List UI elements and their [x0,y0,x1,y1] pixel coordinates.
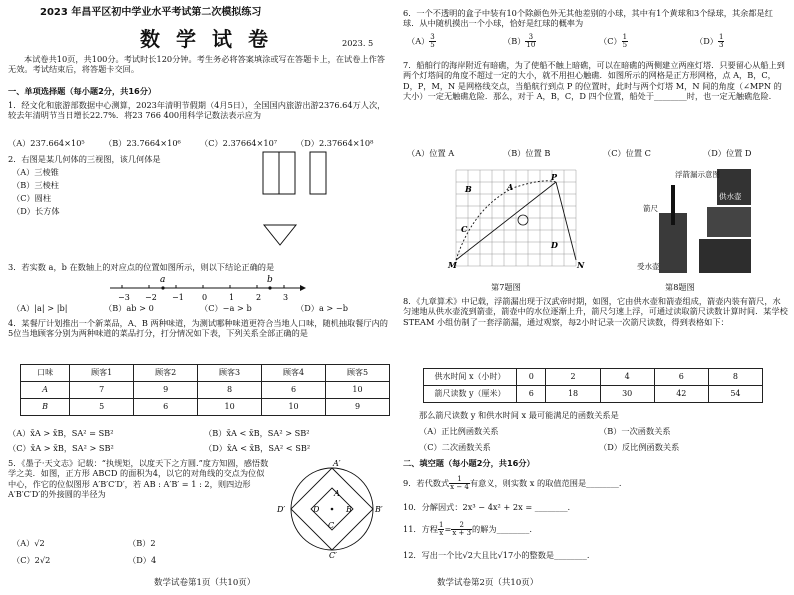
label-c: C [328,521,335,530]
numerator: 3 [430,33,435,41]
tick-label-0: 0 [202,293,208,302]
denominator: 5 [430,41,435,50]
table-cell: 4 [600,369,654,386]
q5-option-a[interactable]: （A）√2 [12,538,45,548]
table-cell: 10 [262,399,326,416]
numerator: 2 [451,522,472,530]
table-cell: 6 [262,382,326,399]
q7-option-c[interactable]: （C）位置 C [603,148,651,158]
q6-option-d-label: （D） [695,35,718,46]
q10: 10．分解因式：2x³ − 4x² + 2x = ________. [403,502,571,512]
label-arrow: 箭尺 [643,204,658,213]
q3-option-c[interactable]: （C）−a > b [200,303,252,313]
q11-frac-right [451,522,472,538]
tick-label-2: 2 [256,293,262,302]
label-supply: 供水壶 [719,192,742,201]
numerator: 1 [449,476,470,484]
table-cell: 42 [654,386,708,403]
q5-text: 5．《墨子·天文志》记载：“执规矩，以度天下之方圆.”度方知圆，感悟数学之美．如图，正方形 ABCD 的面积为4，以它的对角线的交点为位似中心，作它的位似图形 A′B′C′D′，若 AB : A′B′ = 1 : 2，则四边形 A′B′C′D′的外接圆的半径为 [8,458,269,499]
q9-pre: 9．若代数式 [403,477,450,488]
q6-text: 6．一个不透明的盒子中装有10个除颜色外无其他差别的小球，其中有1个黄球和3个绿球，其余都是红球．从中随机摸出一个小球，恰好是红球的概率为 [403,8,773,29]
label-b: b [267,275,273,285]
supply-vessel-bottom [699,239,751,273]
table-header-cell: 顾客3 [198,365,262,382]
table-row [424,369,763,386]
tick-label-3: 3 [283,293,289,302]
page-footer-left: 数学试卷第1页（共10页） [154,578,256,588]
label-receiver: 受水壶 [637,262,660,271]
section-2-heading: 二、填空题（每小题2分，共16分） [403,458,535,468]
point-b [268,286,271,289]
tick-label-neg3: −3 [118,293,130,302]
label-a: a [160,275,166,285]
q8-text: 8．《九章算术》中记载，浮箭漏出现于汉武帝时期，如图，它由供水壶和箭壶组成，箭壶内装有箭尺，水匀速地从供水壶流到箭壶，箭壶中的水位逐渐上升，箭尺匀速上浮，可通过读取箭尺读数计算时间．某学校 STEAM 小组仿制了一套浮箭漏，通过观察，每2小时记录一次箭尺读数，得到表格如下： [403,296,788,327]
denominator: 3 [718,41,724,50]
section-1-heading: 一、单项选择题（每小题2分，共16分） [8,86,157,96]
table-cell: A [21,382,70,399]
table-header-cell: 口味 [21,365,70,382]
table-cell: 2 [546,369,600,386]
q11 [403,522,532,538]
numerator: 1 [718,33,724,41]
label-d: D [551,240,558,250]
q8-option-d[interactable]: （D）反比例函数关系 [599,442,680,452]
table-cell: 7 [70,382,134,399]
table-cell: 5 [70,399,134,416]
page-footer-right: 数学试卷第2页（共10页） [437,578,539,588]
table-header-cell: 顾客2 [134,365,198,382]
top-view-triangle [264,225,296,245]
q5-figure [276,458,391,558]
table-cell: 6 [654,369,708,386]
denominator: x − 4 [450,483,469,492]
q1-text: 1．经文化和旅游部数据中心测算，2023年清明节假期（4月5日），全国国内旅游出游2376.64万人次，较去年清明节当日增长22.7%．将23 766 400用科学记数法表示应为 [8,100,386,121]
label-d: D [313,505,320,514]
q8-ask: 那么箭尺读数 y 和供水时间 x 最可能满足的函数关系是 [419,410,619,420]
right-page [403,0,788,595]
label-a: A [507,182,514,192]
q4-option-a[interactable]: （A）x̄A > x̄B，SA² = SB² [8,428,114,438]
q9 [403,476,622,492]
table-cell: 6 [134,399,198,416]
label-b: B [346,505,352,514]
label-a: A [334,489,340,498]
q8-option-a[interactable]: （A）正比例函数关系 [419,426,499,436]
tick-label-neg1: −1 [172,293,184,302]
q6-option-d[interactable] [695,34,724,50]
q9-frac [449,476,470,492]
q6-option-c-frac [622,34,628,50]
exam-title: 2023 年昌平区初中学业水平考试第二次模拟练习 [40,7,262,18]
q3-option-b[interactable]: （B）ab > 0 [104,303,154,313]
three-view-figure [258,150,338,250]
label-a-prime: A′ [333,459,341,468]
table-cell: 54 [708,386,762,403]
q4-text: 4．某餐厅计划推出一个新菜品，A、B 两种味道，为测试哪种味道更符合当地人口味，随机抽取餐厅内的5位当地顾客分别为两种味道的菜品打分，打分情况如下表，下列关系全部正确的是 [8,318,388,339]
q1-option-d[interactable]: （D）2.37664×10⁸ [296,138,374,148]
q5-option-b[interactable]: （B）2 [128,538,156,548]
q5-option-d[interactable]: （D）4 [128,555,157,565]
q7-grid-figure [443,168,593,276]
fig-title: 浮箭漏示意图 [675,170,720,179]
table-header-cell: 顾客4 [262,365,326,382]
reef-marker [518,215,528,225]
q2-option-c[interactable]: （C）圆柱 [12,193,52,203]
q1-option-b[interactable]: （B）23.7664×10⁶ [104,138,181,148]
q2-option-a[interactable]: （A）三棱锥 [12,167,59,177]
supply-vessel-mid [707,207,751,237]
denominator: 5 [622,41,628,50]
q2-option-b[interactable]: （B）三棱柱 [12,180,59,190]
q11-pre: 11．方程 [403,523,438,534]
q6-option-b-frac [525,34,536,50]
q8-caption: 第8题图 [665,282,695,292]
table-cell: 10 [326,382,390,399]
subject-title: 数学试卷 [140,27,284,51]
table-header-cell: 顾客5 [326,365,390,382]
table-header-cell: 顾客1 [70,365,134,382]
center-point [331,508,334,511]
tick-label-neg2: −2 [145,293,157,302]
table-cell: 10 [198,399,262,416]
left-page [8,0,393,595]
q6-option-a-label: （A） [407,35,430,46]
q7-option-d[interactable]: （D）位置 D [703,148,752,158]
q7-option-b[interactable]: （B）位置 B [503,148,551,158]
numerator: 1 [438,521,444,529]
q2-option-d[interactable]: （D）长方体 [12,206,60,216]
label-b: B [465,184,472,194]
table-row [21,382,390,399]
q3-option-d[interactable]: （D）a > −b [296,303,348,313]
q1-option-a[interactable]: （A）237.664×10⁵ [8,138,85,148]
q11-post: 的解为________. [472,523,532,534]
numerator: 3 [525,34,536,42]
axis-arrow [300,285,306,291]
q6-option-a[interactable] [407,34,436,50]
q2-text: 2．右图是某几何体的三视图，该几何体是 [8,154,161,164]
q12: 12．写出一个比√2大且比√17小的整数是________. [403,550,590,560]
q6-option-c[interactable] [599,34,628,50]
q11-equals: = [444,523,452,534]
q6-option-b-label: （B） [503,35,526,46]
table-cell: 0 [517,369,546,386]
q8-water-clock-figure [635,165,765,280]
arrow-rod [671,185,675,225]
label-n: N [577,260,585,270]
front-view-right [279,152,295,194]
q6-option-b[interactable] [503,34,536,50]
table-cell: B [21,399,70,416]
q4-option-c[interactable]: （C）x̄A > x̄B，SA² > SB² [8,443,114,453]
line-p-n [556,182,576,260]
q7-caption: 第7题图 [491,282,521,292]
table-row [21,365,390,382]
table-cell: 6 [517,386,546,403]
numerator: 1 [622,33,628,41]
point-a [161,286,164,289]
denominator: 10 [526,41,536,50]
denominator: x [439,529,444,538]
table-cell: 供水时间 x（小时） [424,369,517,386]
q8-option-b[interactable]: （B）一次函数关系 [599,426,671,436]
q1-option-c[interactable]: （C）2.37664×10⁷ [200,138,278,148]
q7-text: 7．船舶行的海岸附近有暗礁，为了使船不触上暗礁，可以在暗礁的两侧建立两座灯塔．只要留心从船上到两个灯塔间的角度不超过一定的大小，就不用担心触礁．如图所示的网格是正方形网格，点 A，B，C，D，P，M，N 是网格线交点，当船航行到点 P 的位置时，此时与两个灯塔 M，N 间的角度（∠MPN 的大小）一定无触礁危险．那么，对于 A，B，C，D 四个位置，船处于________时，也一定无触礁危险. [403,60,785,101]
table-cell: 8 [198,382,262,399]
label-d-prime: D′ [277,505,286,514]
q7-option-a[interactable]: （A）位置 A [407,148,455,158]
tick-label-1: 1 [229,293,235,302]
table-row [424,386,763,403]
q4-option-d[interactable]: （D）x̄A < x̄B，SA² < SB² [204,443,311,453]
number-line [108,272,308,304]
q8-data-table [423,368,763,403]
q4-score-table [20,364,390,416]
exam-date: 2023. 5 [342,38,374,48]
q9-post: 有意义，则实数 x 的取值范围是________. [469,477,622,488]
label-c: C [461,224,468,234]
label-b-prime: B′ [375,505,383,514]
table-cell: 箭尺读数 y（厘米） [424,386,517,403]
side-view [310,152,326,194]
q6-option-a-frac [429,34,435,50]
table-cell: 30 [600,386,654,403]
table-cell: 9 [134,382,198,399]
label-c-prime: C′ [329,551,337,558]
q6-option-c-label: （C） [599,35,622,46]
table-cell: 9 [326,399,390,416]
q8-option-c[interactable]: （C）二次函数关系 [419,442,491,452]
label-m: M [448,260,457,270]
q6-option-d-frac [718,34,724,50]
table-cell: 8 [708,369,762,386]
q3-option-a[interactable]: （A）|a| > |b| [12,303,68,313]
q3-text: 3．若实数 a，b 在数轴上的对应点的位置如图所示，则以下结论正确的是 [8,262,275,272]
table-row [21,399,390,416]
denominator: x + 3 [452,529,472,538]
front-view [263,152,279,194]
table-cell: 18 [546,386,600,403]
exam-intro: 本试卷共10页，共100分。考试时长120分钟。考生务必将答案填涂或写在答题卡上，在试卷上作答无效。考试结束后，将答题卡交回。 [8,54,385,75]
label-p: P [551,172,558,182]
q5-option-c[interactable]: （C）2√2 [12,555,51,565]
q4-option-b[interactable]: （B）x̄A < x̄B，SA² > SB² [204,428,310,438]
